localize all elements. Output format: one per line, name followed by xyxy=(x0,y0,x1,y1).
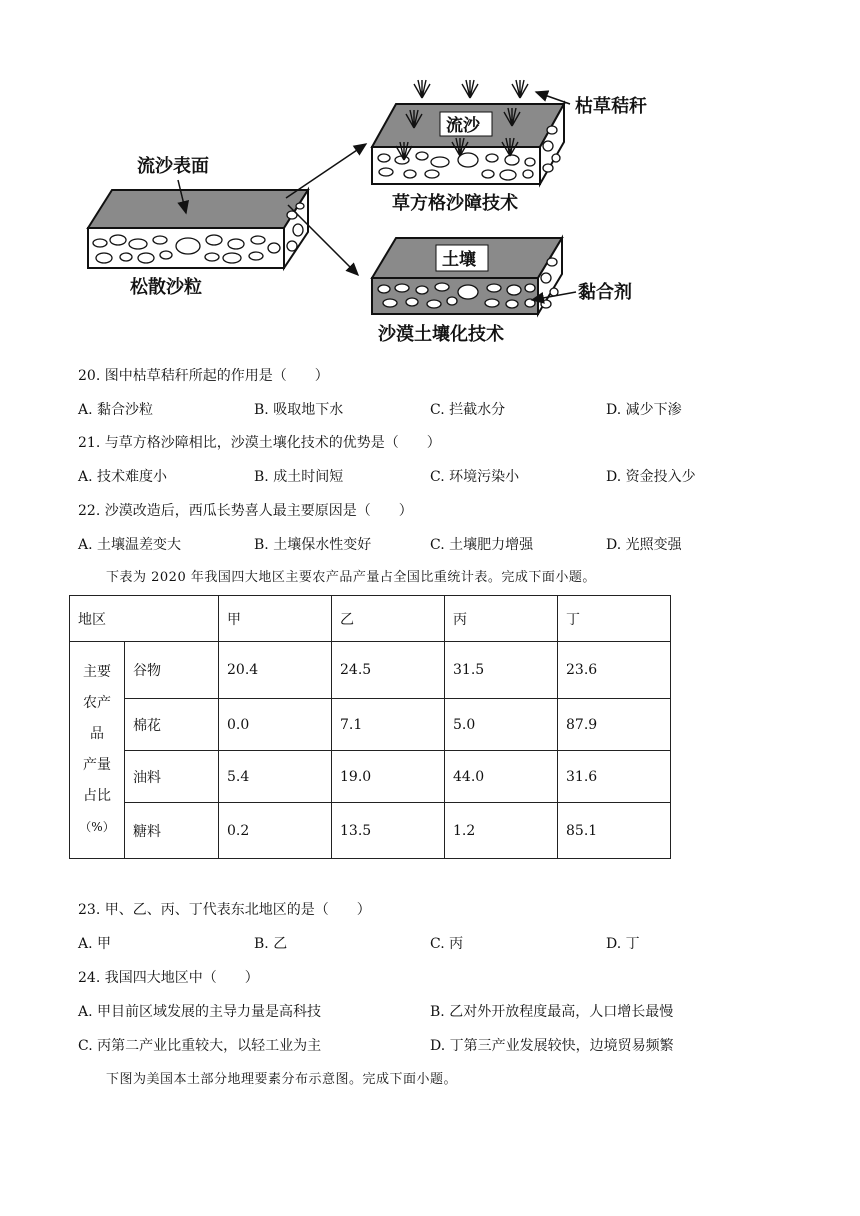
q20-option-d[interactable]: D. 减少下渗 xyxy=(606,402,682,418)
q24-option-b[interactable]: B. 乙对外开放程度最高，人口增长最慢 xyxy=(430,1004,674,1020)
desertification-diagram xyxy=(0,0,860,350)
q23-option-b[interactable]: B. 乙 xyxy=(254,936,288,952)
header-col-yi: 乙 xyxy=(332,596,445,642)
q23-option-c[interactable]: C. 丙 xyxy=(430,936,464,952)
q24-option-a[interactable]: A. 甲目前区域发展的主导力量是高科技 xyxy=(78,1004,322,1020)
cell-value: 20.4 xyxy=(219,642,332,699)
header-col-jia: 甲 xyxy=(219,596,332,642)
cell-value: 13.5 xyxy=(332,803,445,859)
table-row xyxy=(70,803,671,859)
table-row xyxy=(70,699,671,751)
q20-option-b[interactable]: B. 吸取地下水 xyxy=(254,402,344,418)
header-col-ding: 丁 xyxy=(558,596,671,642)
loose-sand-block xyxy=(88,190,308,268)
cell-value: 5.4 xyxy=(219,751,332,803)
cell-value: 44.0 xyxy=(445,751,558,803)
q22-option-b[interactable]: B. 土壤保水性变好 xyxy=(254,537,372,553)
q21-option-a[interactable]: A. 技术难度小 xyxy=(78,469,168,485)
label-soil: 土壤 xyxy=(442,250,476,270)
q23-option-a[interactable]: A. 甲 xyxy=(78,936,112,952)
cell-value: 0.2 xyxy=(219,803,332,859)
q23-option-d[interactable]: D. 丁 xyxy=(606,936,640,952)
q20-option-a[interactable]: A. 黏合沙粒 xyxy=(78,402,154,418)
cell-value: 1.2 xyxy=(445,803,558,859)
row-name: 棉花 xyxy=(125,699,219,751)
row-name: 油料 xyxy=(125,751,219,803)
cell-value: 19.0 xyxy=(332,751,445,803)
label-straw: 枯草秸秆 xyxy=(575,96,647,117)
q24-option-c[interactable]: C. 丙第二产业比重较大，以轻工业为主 xyxy=(78,1038,322,1054)
question-22-stem: 22. 沙漠改造后，西瓜长势喜人最主要原因是（ ） xyxy=(78,503,413,519)
question-21-stem: 21. 与草方格沙障相比，沙漠土壤化技术的优势是（ ） xyxy=(78,435,441,451)
table-row xyxy=(70,642,671,699)
q21-option-b[interactable]: B. 成土时间短 xyxy=(254,469,344,485)
cell-value: 0.0 xyxy=(219,699,332,751)
question-23-stem: 23. 甲、乙、丙、丁代表东北地区的是（ ） xyxy=(78,902,371,918)
row-group-label: 主要 农产 品 产量 占比 （%） xyxy=(70,642,125,859)
label-adhesive: 黏合剂 xyxy=(578,282,632,303)
cell-value: 24.5 xyxy=(332,642,445,699)
cell-value: 31.6 xyxy=(558,751,671,803)
q22-option-a[interactable]: A. 土壤温差变大 xyxy=(78,537,182,553)
header-col-bing: 丙 xyxy=(445,596,558,642)
label-grid-tech: 草方格沙障技术 xyxy=(392,193,518,214)
label-sand: 流沙 xyxy=(446,116,480,136)
cell-value: 87.9 xyxy=(558,699,671,751)
table-row xyxy=(70,751,671,803)
label-surface: 流沙表面 xyxy=(137,156,209,177)
cell-value: 85.1 xyxy=(558,803,671,859)
map-intro: 下图为美国本土部分地理要素分布示意图。完成下面小题。 xyxy=(106,1072,458,1087)
table-intro: 下表为 2020 年我国四大地区主要农产品产量占全国比重统计表。完成下面小题。 xyxy=(106,570,596,585)
cell-value: 7.1 xyxy=(332,699,445,751)
q21-option-d[interactable]: D. 资金投入少 xyxy=(606,469,696,485)
label-loose-sand: 松散沙粒 xyxy=(130,277,202,298)
production-share-table xyxy=(69,595,671,859)
q22-option-d[interactable]: D. 光照变强 xyxy=(606,537,682,553)
cell-value: 5.0 xyxy=(445,699,558,751)
label-soil-tech: 沙漠土壤化技术 xyxy=(378,324,504,345)
cell-value: 31.5 xyxy=(445,642,558,699)
cell-value: 23.6 xyxy=(558,642,671,699)
table-header-row xyxy=(70,596,671,642)
q24-option-d[interactable]: D. 丁第三产业发展较快，边境贸易频繁 xyxy=(430,1038,674,1054)
q21-option-c[interactable]: C. 环境污染小 xyxy=(430,469,520,485)
q20-option-c[interactable]: C. 拦截水分 xyxy=(430,402,506,418)
question-20-stem: 20. 图中枯草秸秆所起的作用是（ ） xyxy=(78,368,329,384)
q22-option-c[interactable]: C. 土壤肥力增强 xyxy=(430,537,534,553)
question-24-stem: 24. 我国四大地区中（ ） xyxy=(78,970,259,986)
row-name: 糖料 xyxy=(125,803,219,859)
header-region: 地区 xyxy=(70,596,219,642)
row-name: 谷物 xyxy=(125,642,219,699)
